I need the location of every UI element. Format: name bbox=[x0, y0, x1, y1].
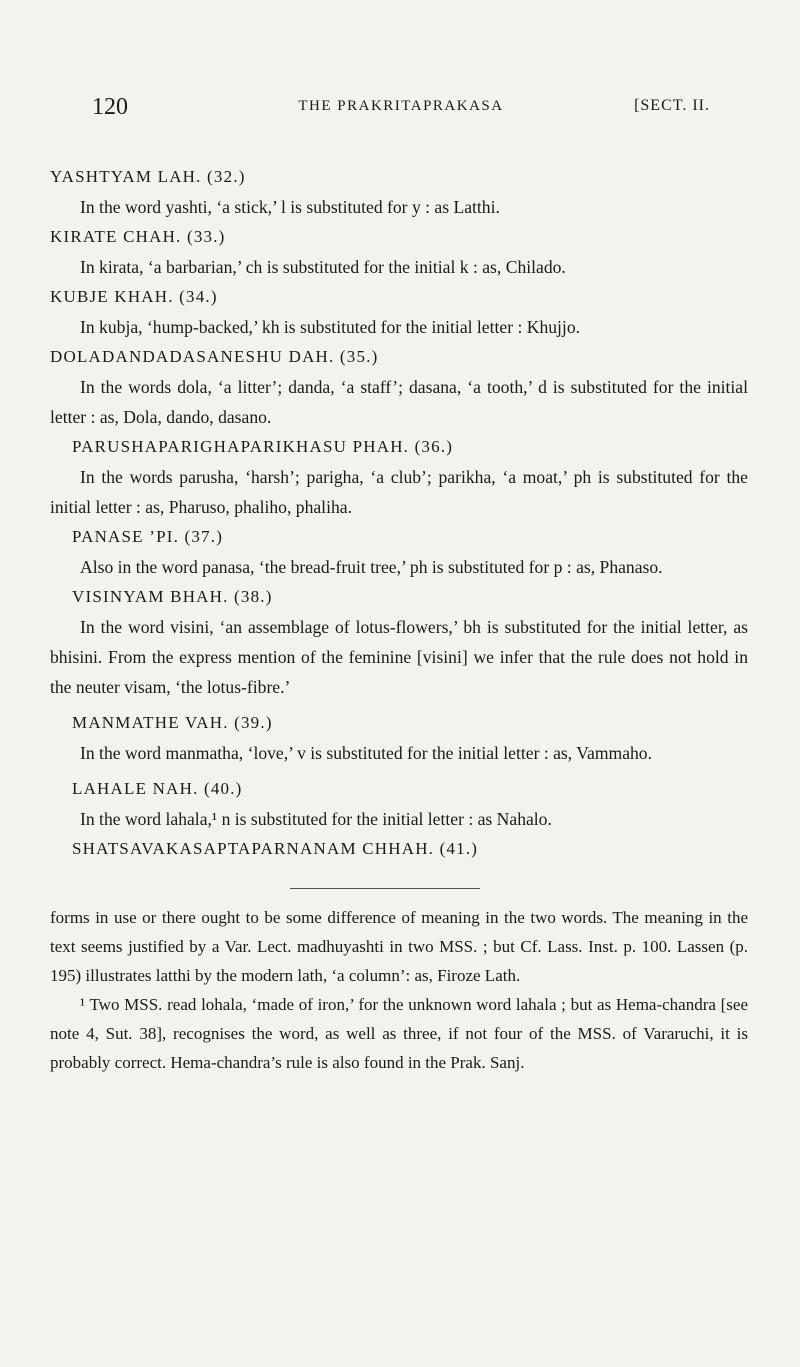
footnotes bbox=[50, 903, 748, 1077]
rule-title: DOLADANDADASANESHU DAH. (35.) bbox=[50, 347, 379, 366]
footnote-rule bbox=[290, 888, 480, 889]
rule-text: In kubja, ‘hump-backed,’ kh is substituted for the initial letter : Khujjo. bbox=[80, 317, 581, 337]
rule-text: In the words parusha, ‘harsh’; parigha, ‘a club’; parikha, ‘a moat,’ ph is substituted for the initial letter : as, Pharuso, phaliho, phaliha. bbox=[50, 467, 748, 517]
rule-text: In kirata, ‘a barbarian,’ ch is substituted for the initial k : as, Chilado. bbox=[80, 257, 566, 277]
main-text bbox=[50, 162, 748, 1077]
footnote: ¹ Two MSS. read lohala, ‘made of iron,’ for the unknown word lahala ; but as Hema-chandra [see note 4, Sut. 38], recognises the word, as well as three, if not four of the MSS. of Vararuchi, it is probably correct. Hema-chandra’s rule is also found in the Prak. Sanj. bbox=[50, 995, 748, 1072]
rule-title: PANASE ’PI. (37.) bbox=[72, 527, 224, 546]
section-label: [SECT. II. bbox=[634, 97, 710, 114]
rule-text: In the words dola, ‘a litter’; danda, ‘a staff’; dasana, ‘a tooth,’ d is substituted for the initial letter : as, Dola, dando, dasano. bbox=[50, 377, 748, 427]
rule-title: YASHTYAM LAH. (32.) bbox=[50, 167, 246, 186]
running-title: THE PRAKRITAPRAKASA bbox=[298, 98, 504, 114]
rule-title: KIRATE CHAH. (33.) bbox=[50, 227, 226, 246]
rule-title: KUBJE KHAH. (34.) bbox=[50, 287, 218, 306]
rule-title: PARUSHAPARIGHAPARIKHASU PHAH. (36.) bbox=[72, 437, 454, 456]
rule-title: LAHALE NAH. (40.) bbox=[72, 779, 243, 798]
rule-text: Also in the word panasa, ‘the bread-fruit tree,’ ph is substituted for p : as, Phanaso. bbox=[80, 557, 663, 577]
rule-title: VISINYAM BHAH. (38.) bbox=[72, 587, 273, 606]
rule-text: In the word manmatha, ‘love,’ v is substituted for the initial letter : as, Vammaho. bbox=[80, 743, 652, 763]
rule-title: MANMATHE VAH. (39.) bbox=[72, 713, 273, 732]
rule-text: In the word visini, ‘an assemblage of lotus-flowers,’ bh is substituted for the initial letter, as bhisini. From the express mention of the feminine [visini] we infer that the rule does not hold in the neuter visam, ‘the lotus-fibre.’ bbox=[50, 617, 748, 697]
running-header bbox=[92, 94, 710, 128]
rule-text: In the word yashti, ‘a stick,’ l is substituted for y : as Latthi. bbox=[80, 197, 500, 217]
rule-text: In the word lahala,¹ n is substituted for the initial letter : as Nahalo. bbox=[80, 809, 552, 829]
rule-title: SHATSAVAKASAPTAPARNANAM CHHAH. (41.) bbox=[72, 839, 479, 858]
page-number: 120 bbox=[92, 94, 128, 120]
footnote-continuation: forms in use or there ought to be some difference of meaning in the two words. The meaning in the text seems justified by a Var. Lect. madhuyashti in two MSS. ; but Cf. Lass. Inst. p. 100. Lassen (p. 195) illustrates latthi by the modern lath, ‘a column’: as, Firoze Lath. bbox=[50, 908, 748, 985]
